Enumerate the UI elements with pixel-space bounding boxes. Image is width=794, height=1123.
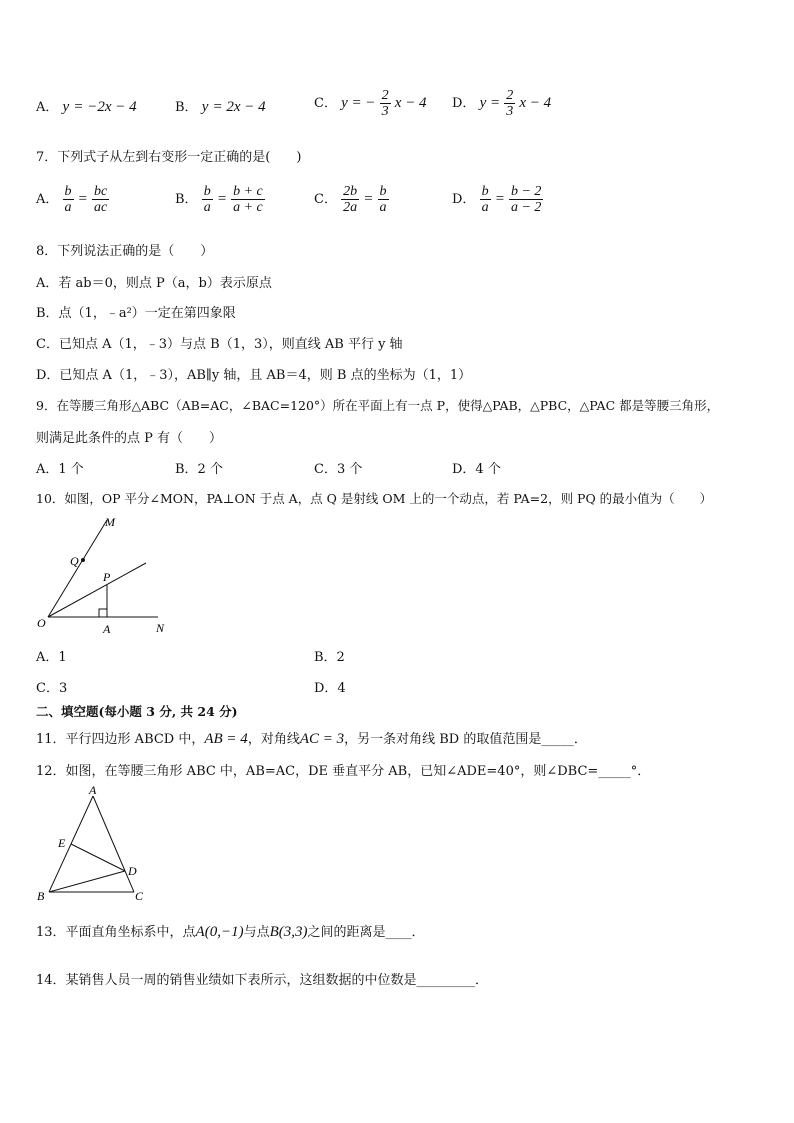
label-q: Q [70, 554, 79, 568]
q6-option-c [314, 88, 427, 119]
fraction-denominator: 2a [343, 200, 358, 215]
fraction-denominator: a [379, 200, 387, 215]
fraction [378, 184, 389, 215]
q6-option-a [36, 96, 137, 116]
label-a: A [103, 622, 111, 636]
q6-option-d [452, 88, 551, 119]
fraction [92, 184, 109, 215]
fraction-denominator: a + c [233, 200, 263, 215]
option-letter: D． [452, 96, 476, 111]
fraction-denominator: 3 [506, 104, 514, 119]
q10-option-a: A．1 [36, 650, 67, 665]
equals-sign: = [77, 191, 88, 207]
q12-isosceles-triangle-figure [30, 784, 160, 906]
option-letter: B． [175, 100, 198, 115]
label-a: A [89, 784, 97, 797]
fraction [380, 88, 391, 119]
q7-option-a [36, 184, 109, 215]
q14-stem: 14．某销售人员一周的销售业绩如下表所示，这组数据的中位数是_________． [36, 973, 489, 988]
q11-math-ac: AC = 3 [299, 731, 345, 747]
option-letter: B． [175, 192, 198, 207]
fraction [509, 184, 543, 215]
fraction-numerator: b [481, 184, 489, 199]
math-rhs: = −2x − 4 [73, 99, 137, 115]
fraction-numerator: b [203, 184, 211, 199]
fraction-numerator: 2 [381, 88, 389, 103]
q11-math-ab: AB = 4 [204, 731, 248, 747]
option-letter: C． [314, 192, 337, 207]
math-lhs: y [201, 99, 209, 115]
fraction [63, 184, 74, 215]
math-lhs: y = − [341, 95, 376, 111]
fraction-numerator: 2b [343, 184, 358, 199]
q8-stem: 8．下列说法正确的是（ ） [36, 244, 214, 259]
option-letter: A． [36, 192, 59, 207]
fraction-denominator: a [481, 200, 489, 215]
segment-bd [49, 871, 125, 892]
label-m: M [105, 515, 115, 529]
fraction-numerator: b [64, 184, 72, 199]
fraction-denominator: a [64, 200, 72, 215]
math-lhs: y = [479, 95, 501, 111]
math-rhs: = 2x − 4 [212, 99, 266, 115]
section-title: 二、填空题(每小题 3 分, 共 24 分) [36, 704, 238, 719]
label-d: D [128, 864, 137, 878]
q7-option-b [175, 184, 265, 215]
q13-text-post: 之间的距离是____． [307, 925, 425, 940]
equals-sign: = [494, 191, 505, 207]
math-rhs: x − 4 [519, 95, 552, 111]
q8-option-d: D．已知点 A（1，﹣3），AB∥y 轴，且 AB＝4，则 B 点的坐标为（1，1） [36, 368, 472, 383]
right-angle-mark [99, 609, 107, 617]
fraction [480, 184, 491, 215]
q7-stem: 7．下列式子从左到右变形一定正确的是( ) [36, 150, 302, 165]
q8-option-b: B．点（1，﹣a²）一定在第四象限 [36, 306, 236, 321]
q7-option-d [452, 184, 543, 215]
math-lhs: y [62, 99, 70, 115]
fraction-numerator: b − 2 [510, 184, 542, 199]
fraction [202, 184, 213, 215]
q9-stem-line2: 则满足此条件的点 P 有（ ） [36, 431, 223, 446]
q13-math-point-a: A(0,−1) [195, 924, 244, 940]
fraction [341, 184, 359, 215]
q13-stem [36, 921, 425, 941]
q8-option-c: C．已知点 A（1，﹣3）与点 B（1，3），则直线 AB 平行 y 轴 [36, 337, 403, 352]
label-o: O [37, 616, 46, 630]
math-rhs: x − 4 [394, 95, 427, 111]
fraction-numerator: bc [93, 184, 108, 199]
equals-sign: = [216, 191, 227, 207]
q9-option-d: D．4 个 [452, 462, 501, 477]
q10-option-b: B．2 [314, 650, 345, 665]
q13-text-pre: 13．平面直角坐标系中，点 [36, 925, 196, 940]
q10-angle-bisector-figure [30, 510, 190, 638]
label-c: C [135, 889, 144, 903]
q11-text-mid: ，对角线 [247, 732, 300, 747]
option-letter: D． [452, 192, 476, 207]
q7-option-c [314, 184, 389, 215]
label-n: N [156, 621, 165, 635]
q13-math-point-b: B(3,3) [269, 924, 308, 940]
fraction-denominator: a [203, 200, 211, 215]
q10-stem: 10．如图，OP 平分∠MON，PA⊥ON 于点 A，点 Q 是射线 OM 上的一个动点，若 PA=2，则 PQ 的最小值为（ ） [36, 491, 713, 506]
fraction [504, 88, 515, 119]
option-letter: A． [36, 100, 59, 115]
q12-stem: 12．如图，在等腰三角形 ABC 中，AB=AC，DE 垂直平分 AB，已知∠ADE=40°，则∠DBC=_____°． [36, 764, 651, 779]
q9-option-b: B．2 个 [175, 462, 223, 477]
fraction-numerator: b [379, 184, 387, 199]
q9-option-a: A．1 个 [36, 462, 84, 477]
q9-stem-line1: 9．在等腰三角形△ABC（AB=AC，∠BAC=120°）所在平面上有一点 P，使得△PAB，△PBC，△PAC 都是等腰三角形， [36, 398, 720, 413]
fraction-numerator: 2 [506, 88, 514, 103]
ray-op [48, 563, 146, 617]
q11-stem [36, 728, 587, 748]
q10-option-c: C．3 [36, 681, 68, 696]
fraction-denominator: a − 2 [510, 200, 542, 215]
label-e: E [58, 836, 66, 850]
fraction-numerator: b + c [233, 184, 263, 199]
q11-text-pre: 11．平行四边形 ABCD 中， [36, 732, 205, 747]
segment-de [71, 844, 125, 871]
q9-option-c: C．3 个 [314, 462, 363, 477]
fraction-denominator: 3 [381, 104, 389, 119]
point-q [81, 558, 85, 562]
q11-text-post: ，另一条对角线 BD 的取值范围是_____． [344, 732, 587, 747]
q13-text-mid: 与点 [243, 925, 270, 940]
q6-option-b [175, 96, 266, 116]
label-b: B [37, 889, 45, 903]
option-letter: C． [314, 96, 337, 111]
q8-option-a: A．若 ab＝0，则点 P（a，b）表示原点 [36, 276, 272, 291]
equals-sign: = [363, 191, 374, 207]
fraction-denominator: ac [93, 200, 108, 215]
ray-om [48, 520, 107, 617]
label-p: P [103, 570, 111, 584]
q10-option-d: D．4 [314, 681, 346, 696]
fraction [231, 184, 265, 215]
